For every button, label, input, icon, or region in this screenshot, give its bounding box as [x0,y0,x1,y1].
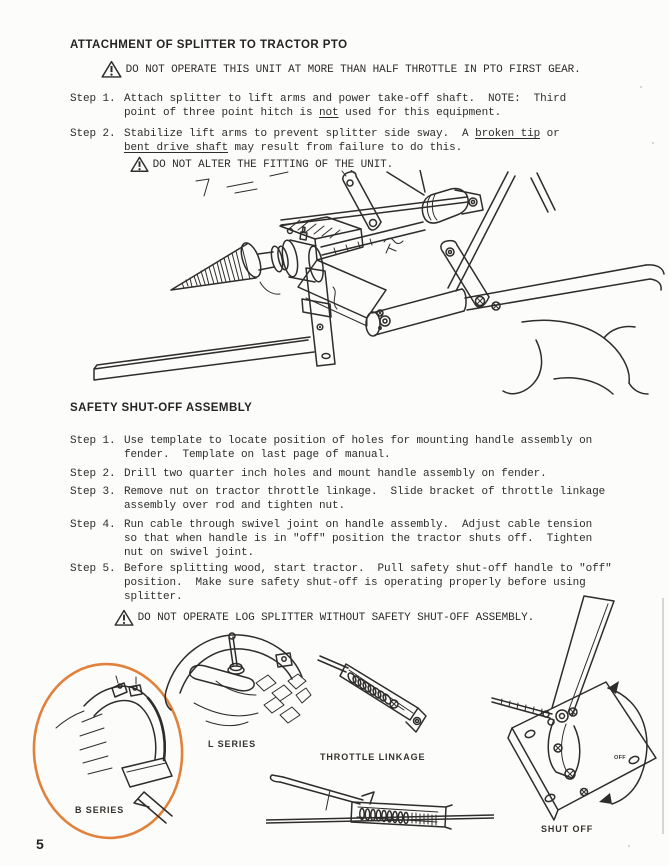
step-line: point of three point hitch is not used for this equipment. [124,106,502,119]
warning-triangle-icon [56,609,134,627]
scan-speck [652,142,654,144]
step-label: Step 2. [70,468,116,480]
page-number: 5 [36,836,44,852]
step-line: Attach splitter to lift arms and power take-off shaft. NOTE: Third [124,93,567,105]
section-heading-pto-attachment: ATTACHMENT OF SPLITTER TO TRACTOR PTO [70,39,348,51]
step-line: bent drive shaft may result from failure to do this. [124,141,463,154]
shut-off-off-position-label: OFF [614,755,626,761]
step-label: Step 1. [70,93,116,105]
step-text [124,435,592,463]
step-line: assembly over rod and tighten nut. [124,499,346,512]
step-line: Drill two quarter inch holes and mount handle assembly on fender. [124,468,547,480]
step-shutoff-3 [70,486,605,514]
step-line: Before splitting wood, start tractor. Pull safety shut-off handle to "off" [124,563,612,575]
step-line: splitter. [124,590,183,603]
step-shutoff-4 [70,519,592,561]
l-series-fender-figure [160,625,312,757]
step-text [124,468,547,482]
scan-edge-line [662,598,664,834]
step-line: Run cable through swivel joint on handle assembly. Adjust cable tension [124,519,593,531]
step-line: position. Make sure safety shut-off is operating properly before using [124,576,586,589]
warning-text: DO NOT OPERATE LOG SPLITTER WITHOUT SAFETY SHUT-OFF ASSEMBLY. [137,612,535,624]
step-line: Remove nut on tractor throttle linkage. Slide bracket of throttle linkage [124,486,606,498]
shut-off-figure [488,588,668,833]
step-label: Step 4. [70,519,116,531]
warning-text: DO NOT ALTER THE FITTING OF THE UNIT. [152,158,394,171]
step-label: Step 3. [70,486,116,498]
scan-speck [640,86,642,88]
l-series-label: L SERIES [208,739,257,749]
warning-half-throttle [43,60,581,79]
step-label: Step 1. [70,435,116,447]
step-text [124,128,560,156]
step-label: Step 5. [70,563,116,575]
step-text [124,486,605,514]
step-shutoff-2 [70,468,547,482]
step-line: Use template to locate position of holes for mounting handle assembly on [124,435,593,447]
b-series-label: B SERIES [75,805,125,815]
warning-triangle-icon [43,60,122,79]
step-label: Step 2. [70,128,116,140]
step-line: nut on swivel joint. [124,546,255,559]
throttle-linkage-label: THROTTLE LINKAGE [320,752,426,762]
scan-speck [628,845,630,847]
step-line: Stabilize lift arms to prevent splitter side sway. A broken tip or [124,128,560,140]
pto-attachment-figure [84,170,669,402]
step-line: fender. Template on last page of manual. [124,448,391,461]
step-pto-1 [70,93,566,121]
shut-off-label: SHUT OFF [541,824,594,834]
cable-assembly-figure [266,774,494,854]
throttle-linkage-figure [316,650,441,750]
section-heading-shutoff-assembly: SAFETY SHUT-OFF ASSEMBLY [70,402,253,414]
warning-text: DO NOT OPERATE THIS UNIT AT MORE THAN HALF THROTTLE IN PTO FIRST GEAR. [125,63,581,76]
step-line: so that when handle is in "off" position the tractor shuts off. Tighten [124,532,593,545]
step-text [124,519,592,561]
step-pto-2 [70,128,560,156]
step-shutoff-1 [70,435,592,463]
step-text [124,93,566,121]
